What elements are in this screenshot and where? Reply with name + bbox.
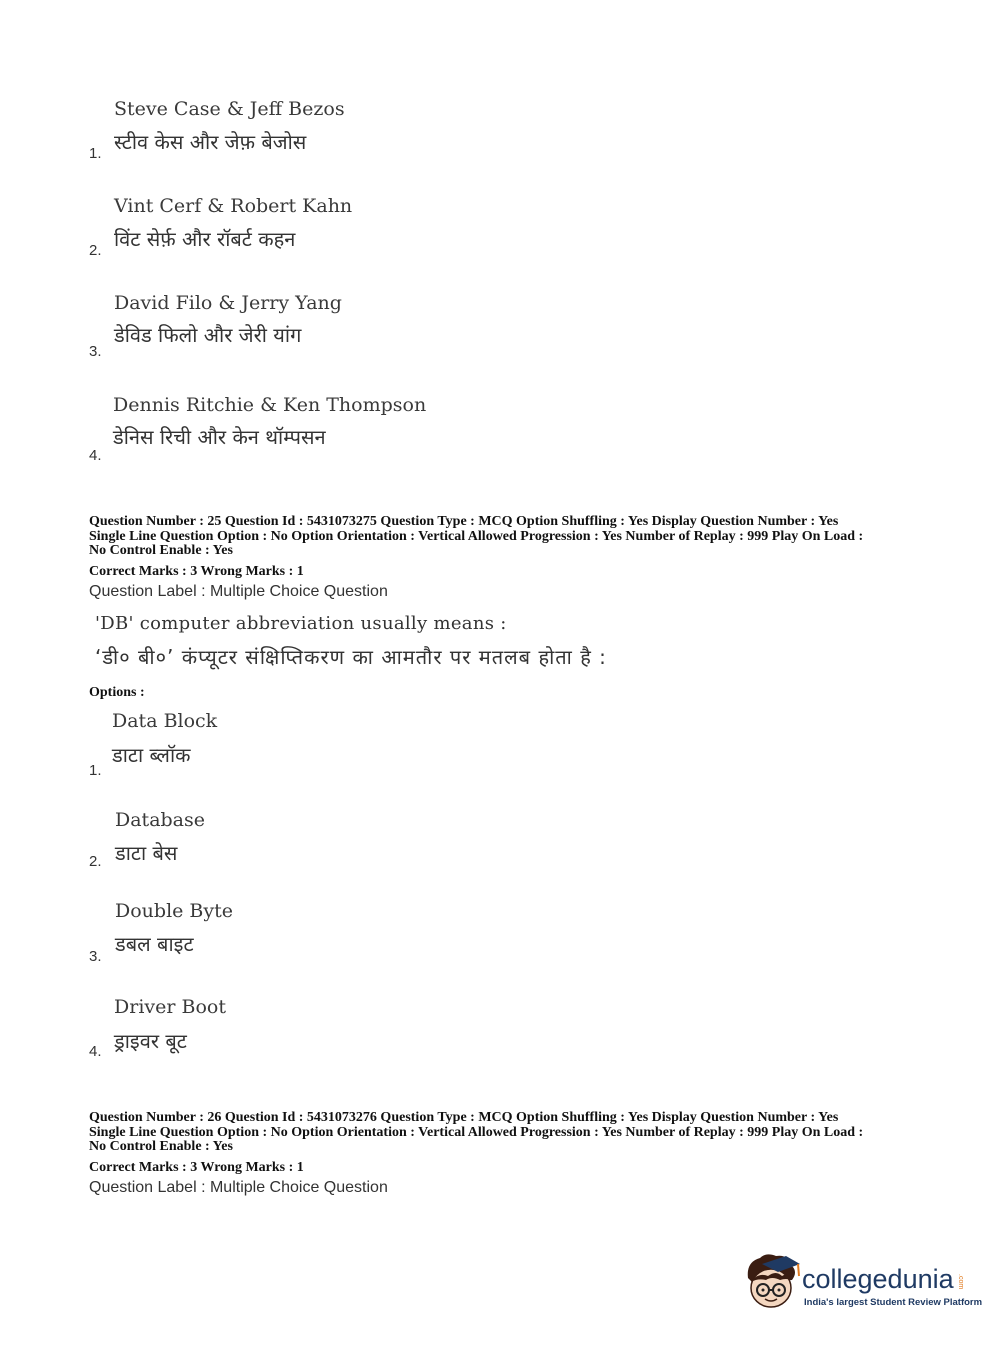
option-number: 3.	[89, 343, 102, 360]
collegedunia-logo[interactable]	[742, 1250, 983, 1320]
meta-line: No Control Enable : Yes	[89, 543, 233, 558]
option-number: 2.	[89, 242, 102, 259]
meta-line: Question Number : 26 Question Id : 5431073276 Question Type : MCQ Option Shuffling : Yes Display Question Number : Yes	[89, 1110, 839, 1125]
question-text-hi: ‘डी० बी०’ कंप्यूटर संक्षिप्तिकरण का आमतौर पर मतलब होता है :	[95, 645, 607, 669]
option-text-hi: ड्राइवर बूट	[114, 1029, 187, 1053]
options-label: Options :	[89, 685, 145, 700]
option-text-en: Data Block	[112, 710, 218, 732]
mascot-icon	[742, 1252, 802, 1314]
option-text-en: Steve Case & Jeff Bezos	[114, 98, 345, 120]
option-text-hi: स्टीव केस और जेफ़ बेजोस	[114, 130, 307, 154]
option-number: 2.	[89, 853, 102, 870]
option-text-en: Driver Boot	[114, 996, 226, 1018]
question-meta	[89, 1111, 919, 1155]
logo-suffix: .com	[957, 1274, 964, 1290]
option-text-en: David Filo & Jerry Yang	[114, 292, 342, 314]
option-text-hi: डाटा ब्लॉक	[112, 743, 191, 767]
question-label: Question Label : Multiple Choice Question	[89, 583, 388, 600]
logo-wordmark: collegedunia	[802, 1264, 954, 1294]
meta-line: No Control Enable : Yes	[89, 1139, 233, 1154]
option-text-hi: डाटा बेस	[115, 841, 178, 865]
option-text-hi: डेविड फिलो और जेरी यांग	[114, 323, 302, 347]
question-label: Question Label : Multiple Choice Question	[89, 1179, 388, 1196]
option-number: 1.	[89, 762, 102, 779]
option-text-hi: विंट सेर्फ़ और रॉबर्ट कहन	[114, 227, 296, 251]
option-text-hi: डेनिस रिची और केन थॉम्पसन	[113, 425, 326, 449]
question-marks: Correct Marks : 3 Wrong Marks : 1	[89, 1160, 304, 1175]
meta-line: Question Number : 25 Question Id : 5431073275 Question Type : MCQ Option Shuffling : Yes Display Question Number : Yes	[89, 514, 839, 529]
meta-line: Single Line Question Option : No Option Orientation : Vertical Allowed Progression : Yes Number of Replay : 999 Play On Load :	[89, 528, 864, 544]
option-text-en: Dennis Ritchie & Ken Thompson	[113, 394, 427, 416]
option-text-en: Database	[115, 809, 206, 831]
option-text-hi: डबल बाइट	[115, 932, 194, 956]
question-text-en: 'DB' computer abbreviation usually means :	[95, 613, 507, 634]
option-number: 3.	[89, 948, 102, 965]
option-number: 1.	[89, 145, 102, 162]
logo-tagline: India's largest Student Review Platform	[804, 1297, 983, 1308]
question-marks: Correct Marks : 3 Wrong Marks : 1	[89, 564, 304, 579]
option-text-en: Double Byte	[115, 900, 234, 922]
meta-line: Single Line Question Option : No Option Orientation : Vertical Allowed Progression : Yes Number of Replay : 999 Play On Load :	[89, 1124, 864, 1140]
option-text-en: Vint Cerf & Robert Kahn	[114, 195, 353, 217]
option-number: 4.	[89, 447, 102, 464]
option-number: 4.	[89, 1043, 102, 1060]
question-meta	[89, 515, 919, 559]
